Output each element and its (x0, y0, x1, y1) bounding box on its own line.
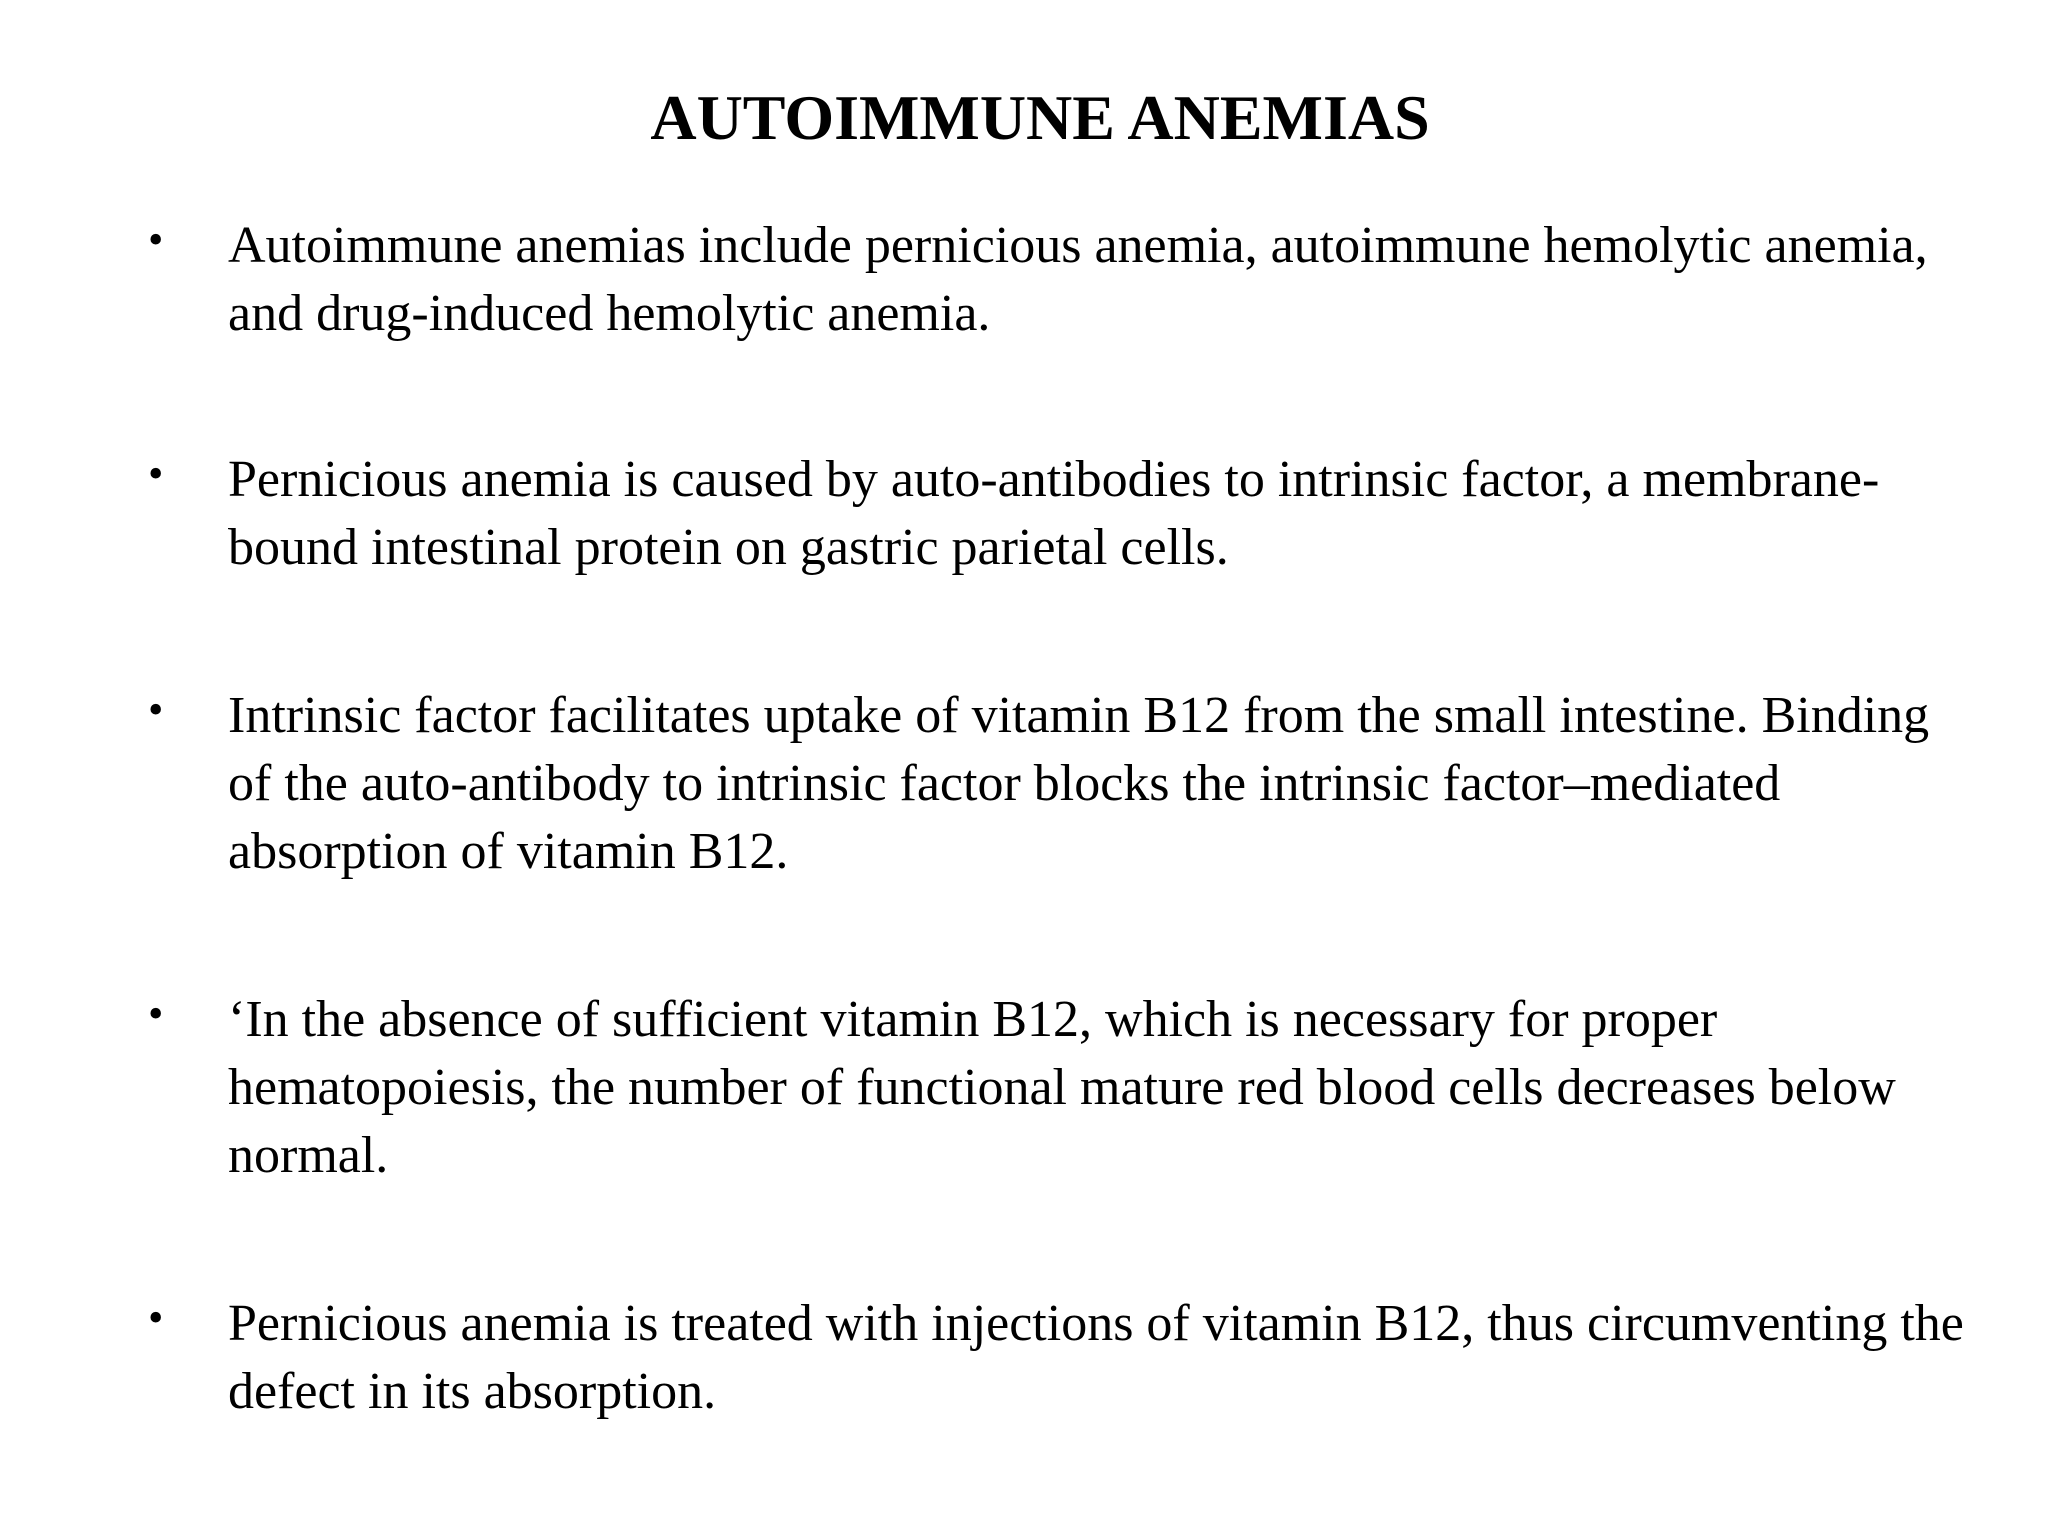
bullet-text: Pernicious anemia is caused by auto-antibodies to intrinsic factor, a membrane-bound intestinal protein on gastric parietal cells. (228, 451, 1880, 576)
bullet-icon: • (148, 449, 164, 498)
bullet-text: Autoimmune anemias include pernicious anemia, autoimmune hemolytic anemia, and drug-induced hemolytic anemia. (228, 217, 1928, 342)
bullet-text: ‘In the absence of sufficient vitamin B12, which is necessary for proper hematopoiesis, the number of functional mature red blood cells decreases below normal. (228, 991, 1896, 1184)
bullet-item-3 (148, 682, 1968, 886)
bullet-icon: • (148, 989, 164, 1038)
bullet-item-1 (148, 212, 1968, 348)
bullet-icon: • (148, 215, 164, 264)
bullet-icon: • (148, 1293, 164, 1342)
bullet-item-2 (148, 446, 1968, 582)
bullet-icon: • (148, 685, 164, 734)
bullet-text: Pernicious anemia is treated with injections of vitamin B12, thus circumventing the defect in its absorption. (228, 1295, 1964, 1420)
bullet-text: Intrinsic factor facilitates uptake of vitamin B12 from the small intestine. Binding of the auto-antibody to intrinsic factor blocks the intrinsic factor–mediated absorption of vitamin B12. (228, 687, 1930, 880)
bullet-item-4 (148, 986, 1968, 1190)
slide-title: AUTOIMMUNE ANEMIAS (650, 82, 1430, 153)
bullet-item-5 (148, 1290, 1968, 1426)
